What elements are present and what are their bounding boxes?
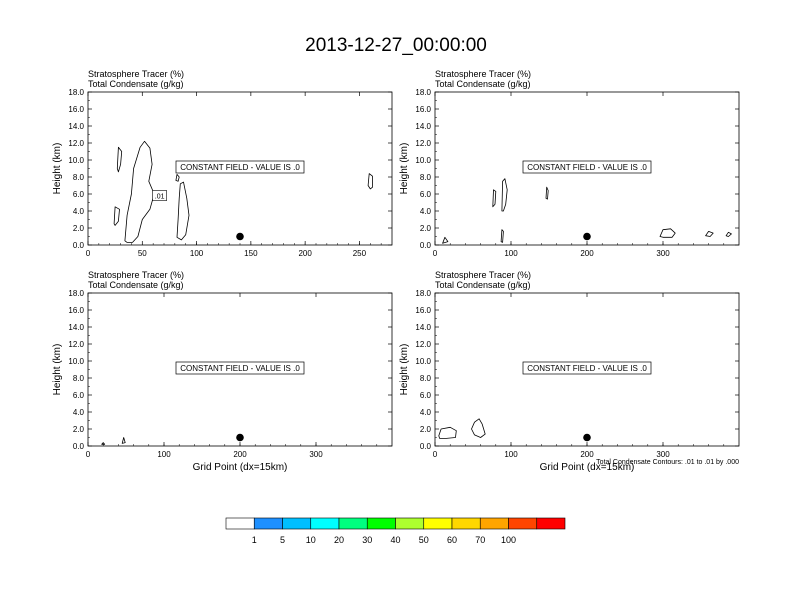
colorbar-label: 50 (418, 535, 429, 545)
y-tick-label: 14.0 (68, 122, 84, 131)
panel-label-condensate: Total Condensate (g/kg) (435, 280, 531, 290)
contour-line (546, 187, 548, 199)
colorbar-label: 30 (362, 535, 373, 545)
colorbar-label: 100 (500, 535, 517, 545)
colorbar-label: 60 (446, 535, 458, 545)
colorbar-swatch (424, 518, 452, 529)
x-tick-label: 100 (189, 249, 204, 258)
y-tick-label: 14.0 (68, 323, 84, 332)
x-tick-label: 200 (580, 249, 594, 258)
y-tick-label: 2.0 (419, 425, 431, 434)
contour-line (472, 419, 486, 438)
y-tick-label: 14.0 (415, 122, 431, 131)
y-tick-label: 12.0 (415, 340, 431, 349)
y-tick-label: 6.0 (419, 190, 431, 199)
y-tick-label: 10.0 (68, 156, 84, 165)
contour-line (114, 207, 119, 226)
x-tick-label: 300 (656, 450, 670, 459)
y-axis-label: Height (km) (52, 343, 63, 396)
contour-line (502, 179, 507, 211)
contour-line (122, 438, 125, 444)
x-tick-label: 0 (85, 450, 91, 459)
colorbar-swatch (537, 518, 565, 529)
x-tick-label: 0 (432, 450, 438, 459)
y-tick-label: 8.0 (419, 374, 431, 383)
contour-line (493, 190, 496, 207)
y-tick-label: 8.0 (72, 173, 84, 182)
x-tick-label: 0 (432, 249, 438, 258)
y-axis-label: Height (km) (399, 142, 410, 195)
y-tick-label: 4.0 (419, 207, 431, 216)
colorbar-label: 20 (333, 535, 345, 545)
contour-line (443, 237, 448, 243)
x-tick-label: 0 (85, 249, 91, 258)
y-tick-label: 18.0 (415, 88, 431, 97)
contour-label: .01 (154, 193, 165, 201)
x-tick-label: 200 (580, 450, 594, 459)
colorbar-swatch (367, 518, 395, 529)
panel-label-condensate: Total Condensate (g/kg) (88, 280, 184, 290)
colorbar-label: 10 (305, 535, 316, 545)
y-tick-label: 14.0 (415, 323, 431, 332)
panel-label-tracer: Stratosphere Tracer (%) (435, 270, 532, 280)
y-tick-label: 6.0 (72, 190, 84, 199)
contour-line (726, 232, 731, 236)
y-tick-label: 6.0 (419, 391, 431, 400)
contour-line (706, 231, 714, 236)
x-tick-label: 200 (298, 249, 312, 258)
y-tick-label: 18.0 (68, 88, 84, 97)
y-tick-label: 0.0 (72, 442, 84, 451)
x-tick-label: 100 (157, 450, 171, 459)
colorbar-swatch (311, 518, 339, 529)
y-tick-label: 8.0 (72, 374, 84, 383)
y-axis-label: Height (km) (52, 142, 63, 195)
y-tick-label: 0.0 (419, 241, 431, 250)
x-tick-label: 250 (352, 249, 367, 258)
constant-field-annotation: CONSTANT FIELD - VALUE IS .0 (527, 364, 647, 373)
colorbar-swatch (283, 518, 311, 529)
x-tick-label: 50 (137, 249, 147, 258)
panel-label-tracer: Stratosphere Tracer (%) (88, 69, 185, 79)
panel-label-condensate: Total Condensate (g/kg) (435, 79, 531, 89)
colorbar-swatch (254, 518, 282, 529)
x-tick-label: 200 (233, 450, 247, 459)
y-tick-label: 10.0 (415, 156, 431, 165)
y-tick-label: 2.0 (419, 224, 431, 233)
colorbar (226, 518, 565, 545)
colorbar-swatch (396, 518, 424, 529)
y-tick-label: 4.0 (419, 408, 431, 417)
location-marker (236, 233, 244, 241)
y-tick-label: 2.0 (72, 224, 84, 233)
y-tick-label: 16.0 (68, 105, 84, 114)
chart-panel-bottom-left (52, 270, 392, 473)
constant-field-annotation: CONSTANT FIELD - VALUE IS .0 (527, 163, 647, 172)
y-tick-label: 12.0 (415, 139, 431, 148)
colorbar-swatch (226, 518, 254, 529)
x-tick-label: 100 (504, 249, 518, 258)
contour-line (501, 230, 503, 243)
y-tick-label: 16.0 (415, 105, 431, 114)
x-tick-label: 300 (309, 450, 323, 459)
y-tick-label: 8.0 (419, 173, 431, 182)
y-tick-label: 0.0 (419, 442, 431, 451)
colorbar-label: 70 (475, 535, 486, 545)
y-tick-label: 4.0 (72, 408, 84, 417)
colorbar-swatch (452, 518, 480, 529)
figure-title: 2013-12-27_00:00:00 (305, 35, 487, 56)
contour-line (439, 427, 457, 438)
contour-line (102, 443, 105, 445)
contour-line (177, 182, 189, 240)
panel-label-tracer: Stratosphere Tracer (%) (435, 69, 532, 79)
y-tick-label: 2.0 (72, 425, 84, 434)
panel-label-condensate: Total Condensate (g/kg) (88, 79, 184, 89)
location-marker (583, 434, 591, 442)
y-tick-label: 10.0 (68, 357, 84, 366)
y-axis-label: Height (km) (399, 343, 410, 396)
y-tick-label: 12.0 (68, 139, 84, 148)
y-tick-label: 18.0 (68, 289, 84, 298)
colorbar-swatch (480, 518, 508, 529)
y-tick-label: 16.0 (415, 306, 431, 315)
contour-line (117, 147, 121, 172)
x-axis-label: Grid Point (dx=15km) (192, 462, 288, 473)
location-marker (583, 233, 591, 241)
colorbar-swatch (509, 518, 537, 529)
location-marker (236, 434, 244, 442)
panel-label-tracer: Stratosphere Tracer (%) (88, 270, 185, 280)
colorbar-label: 5 (279, 535, 286, 545)
y-tick-label: 16.0 (68, 306, 84, 315)
x-tick-label: 150 (244, 249, 258, 258)
y-tick-label: 12.0 (68, 340, 84, 349)
y-tick-label: 10.0 (415, 357, 431, 366)
y-tick-label: 4.0 (72, 207, 84, 216)
chart-panel-bottom-right (399, 270, 739, 473)
contour-line (368, 174, 372, 189)
panels (52, 69, 739, 473)
y-tick-label: 6.0 (72, 391, 84, 400)
colorbar-label: 1 (251, 535, 257, 545)
contour-line (125, 141, 154, 242)
contour-footnote: Total Condensate Contours: .01 to .01 by .000 (596, 459, 739, 466)
colorbar-swatch (339, 518, 367, 529)
contour-line (176, 174, 179, 181)
chart-panel-top-left (52, 69, 392, 258)
x-tick-label: 300 (656, 249, 670, 258)
x-axis-label: Grid Point (dx=15km) (539, 462, 635, 473)
y-tick-label: 0.0 (72, 241, 84, 250)
colorbar-label: 40 (390, 535, 401, 545)
chart-panel-top-right (399, 69, 739, 258)
y-tick-label: 18.0 (415, 289, 431, 298)
x-tick-label: 100 (504, 450, 518, 459)
constant-field-annotation: CONSTANT FIELD - VALUE IS .0 (180, 163, 300, 172)
contour-line (660, 229, 675, 238)
constant-field-annotation: CONSTANT FIELD - VALUE IS .0 (180, 364, 300, 373)
